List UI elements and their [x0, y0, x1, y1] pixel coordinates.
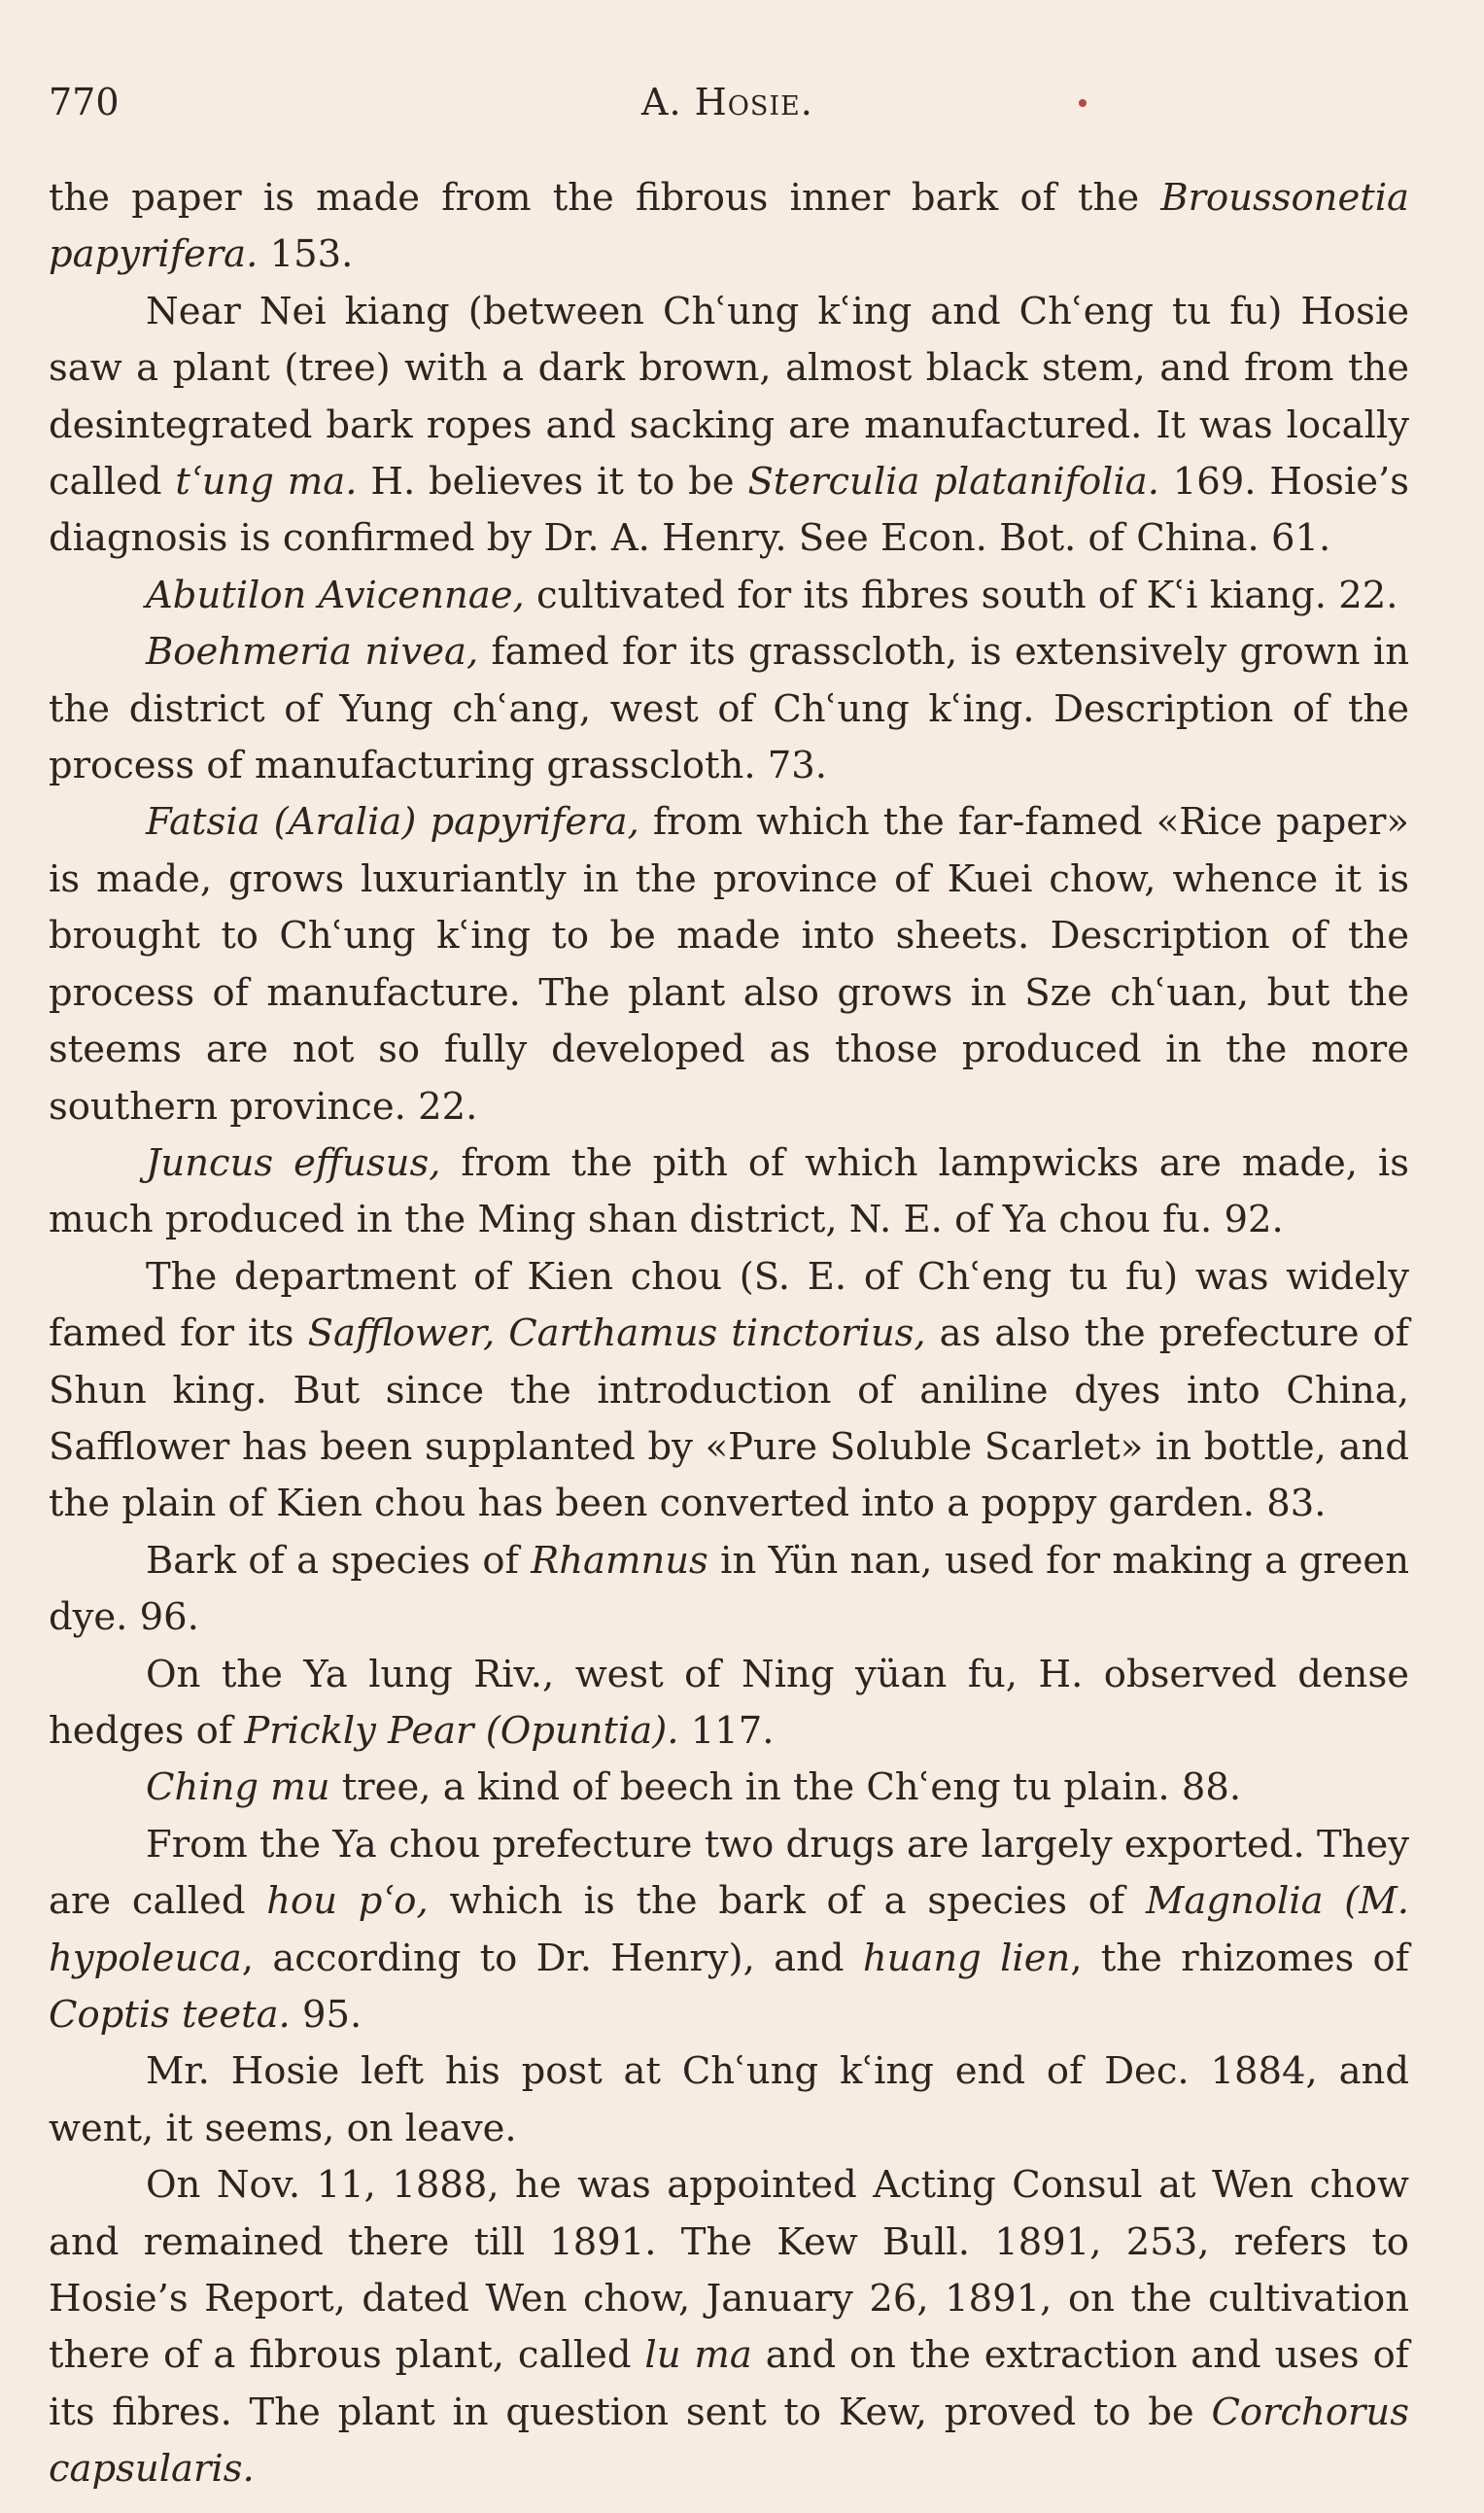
text-run: Bark of a species of	[146, 1538, 532, 1583]
paragraph	[49, 1135, 1409, 1249]
text-run: from the pith of which lampwicks are made, is much produced in the Ming shan district, N. E. of Ya chou fu. 92.	[49, 1140, 1409, 1242]
text-run: tree, a kind of beech in the Chʿeng tu plain. 88.	[329, 1765, 1242, 1810]
running-head-initial: A.	[641, 81, 682, 123]
text-run: 95.	[290, 1993, 362, 2037]
italic-text: Sterculia platanifolia.	[747, 460, 1159, 505]
italic-text: Abutilon Avicennae,	[146, 573, 525, 617]
text-run: On the Ya lung Riv., west of Ning yüan fu, H. observed dense hedges of	[49, 1652, 1409, 1753]
text-run: cultivated for its fibres south of Kʿi kiang. 22.	[524, 573, 1398, 617]
running-head-name: Hosie.	[694, 81, 813, 123]
italic-text: Coptis teeta.	[49, 1993, 291, 2037]
text-run: , according to Dr. Henry), and	[241, 1936, 863, 1980]
italic-text: Ching mu	[146, 1765, 330, 1810]
paragraph	[49, 170, 1409, 284]
italic-text: hou pʿo,	[266, 1879, 429, 1924]
text-run: which is the bark of a species of	[428, 1879, 1146, 1924]
text-run: famed for its grasscloth, is extensively grown in the district of Yung chʿang, west of Chʿung kʿing. Description of the process of manufacturing grasscloth. 73.	[49, 630, 1409, 788]
paragraph	[49, 1817, 1409, 2044]
paragraph	[49, 1249, 1409, 1533]
text-run: From the Ya chou prefecture two drugs are largely exported. They are called	[49, 1822, 1409, 1924]
text-run: the paper is made from the fibrous inner bark of the	[49, 176, 1161, 220]
running-head	[641, 78, 813, 126]
text-run: Mr. Hosie left his post at Chʿung kʿing end of Dec. 1884, and went, it seems, on leave.	[49, 2049, 1409, 2150]
paragraph	[49, 2043, 1409, 2157]
paragraph	[49, 1647, 1409, 1761]
italic-text: Prickly Pear (Opuntia).	[244, 1708, 679, 1753]
italic-text: huang lien	[862, 1936, 1071, 1980]
italic-text: Juncus effusus,	[146, 1140, 441, 1185]
text-run: On Nov. 11, 1888, he was appointed Acting Consul at Wen chow and remained there till 1891. The Kew Bull. 1891, 253, refers to Hosie’s Report, dated Wen chow, January 26, 1891, on the cultivation there of a fibrous plant, called	[49, 2163, 1409, 2378]
text-run: The department of Kien chou (S. E. of Chʿeng tu fu) was widely famed for its	[49, 1254, 1409, 1356]
italic-text: lu ma	[644, 2333, 752, 2378]
italic-text: Broussonetia papyrifera.	[49, 176, 1409, 277]
paragraph	[49, 1533, 1409, 1647]
paragraph	[49, 624, 1409, 794]
body-text	[49, 170, 1409, 2498]
paragraph	[49, 794, 1409, 1134]
paragraph	[49, 568, 1409, 624]
text-run: and on the extraction and uses of its fibres. The plant in question sent to Kew, proved to be	[49, 2333, 1409, 2434]
text-run: 117.	[678, 1708, 775, 1753]
text-run: 169. Hosie’s diagnosis is confirmed by Dr. A. Henry. See Econ. Bot. of China. 61.	[49, 460, 1409, 561]
italic-text: Safflower, Carthamus tinctorius,	[307, 1311, 926, 1356]
italic-text: Fatsia (Aralia) papyrifera,	[146, 800, 639, 845]
text-run: Near Nei kiang (between Chʿung kʿing and Chʿeng tu fu) Hosie saw a plant (tree) with a dark brown, almost black stem, and from the desintegrated bark ropes and sacking are manufactured. It was locally called	[49, 289, 1409, 505]
italic-text: Corchorus capsularis.	[49, 2390, 1409, 2492]
text-run: as also the prefecture of Shun king. But since the introduction of aniline dyes into China, Safflower has been supplanted by «Pure Soluble Scarlet» in bottle, and the plain of Kien chou has been converted into a poppy garden. 83.	[49, 1311, 1409, 1526]
text-run: , the rhizomes of	[1070, 1936, 1409, 1980]
ink-speck	[1079, 99, 1087, 107]
italic-text: Magnolia (M. hypoleuca	[49, 1879, 1409, 1980]
paragraph	[49, 284, 1409, 568]
page-header	[49, 78, 1408, 126]
paragraph	[49, 1760, 1409, 1816]
italic-text: Rhamnus	[531, 1538, 708, 1583]
paragraph	[49, 2157, 1409, 2497]
text-run: 153.	[258, 232, 354, 277]
text-run: H. believes it to be	[357, 460, 748, 505]
italic-text: tʿung ma.	[175, 460, 358, 505]
text-run: from which the far-famed «Rice paper» is made, grows luxuriantly in the province of Kuei chow, whence it is brought to Chʿung kʿing to be made into sheets. Description of the process of manufacture. The plant also grows in Sze chʿuan, but the steems are not so fully developed as those produced in the more southern province. 22.	[49, 800, 1409, 1129]
text-run: in Yün nan, used for making a green dye. 96.	[49, 1538, 1409, 1640]
italic-text: Boehmeria nivea,	[146, 630, 479, 675]
page-number: 770	[49, 81, 120, 123]
